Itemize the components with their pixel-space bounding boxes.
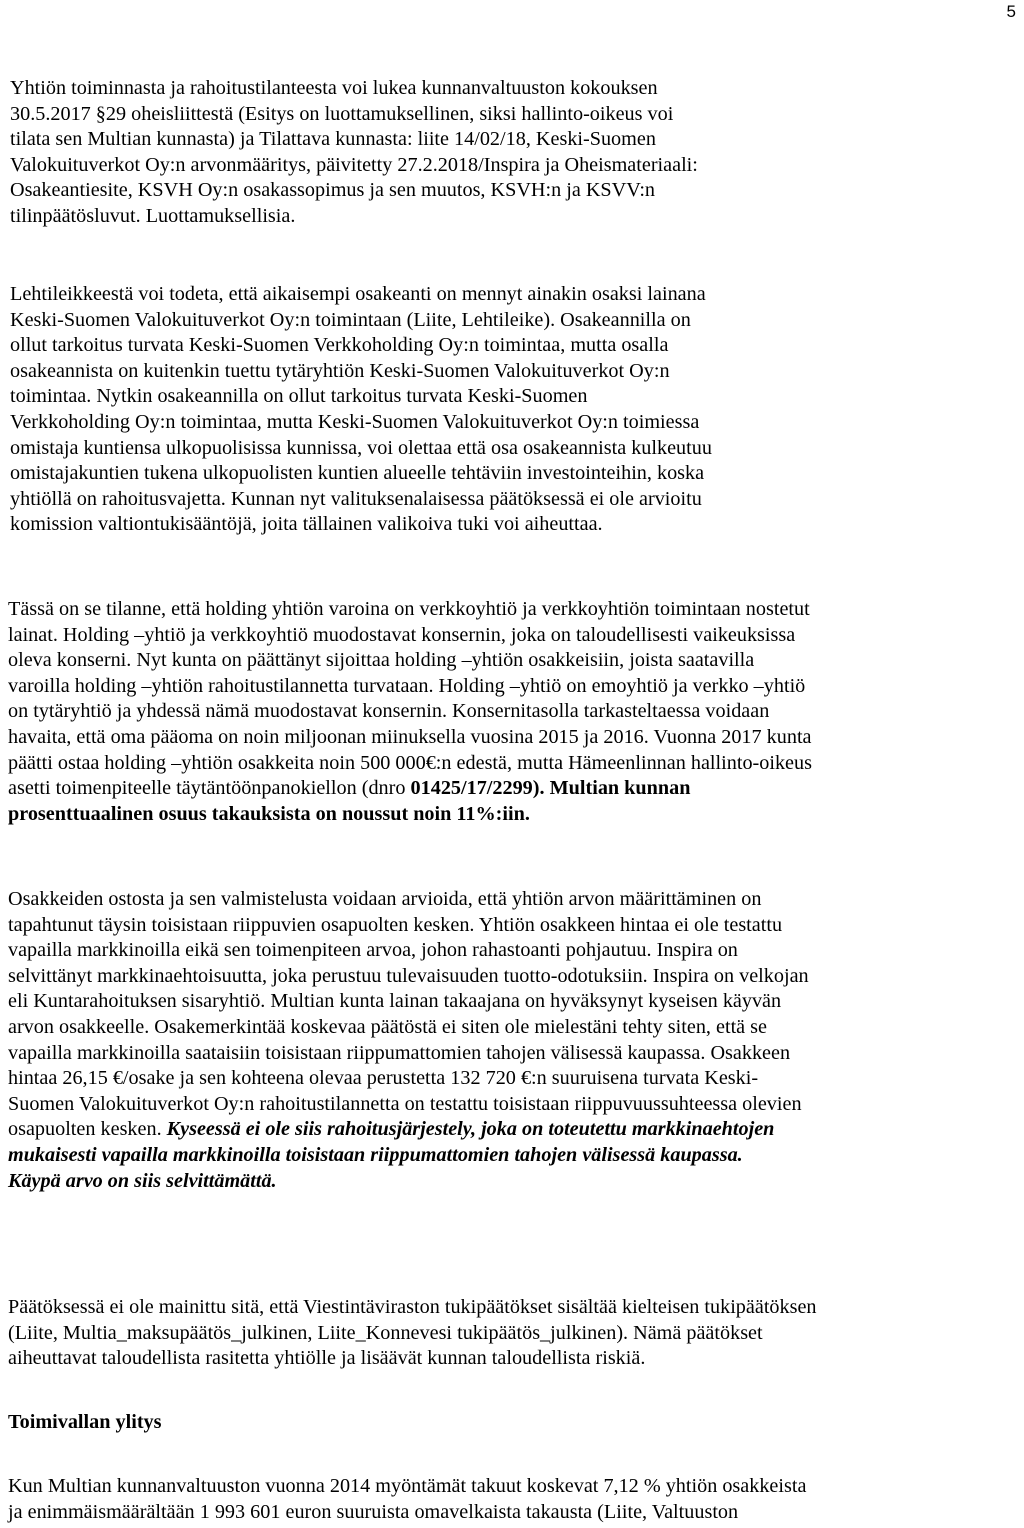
text-line: eli Kuntarahoituksen sisaryhtiö. Multian kunta lainan takaajana on hyväksynyt kyseisen käyvän [8,990,782,1013]
bold-italic-text: Kyseessä ei ole siis rahoitusjärjestely, joka on toteutettu markkinaehtojen [166,1118,775,1141]
text-line [8,1117,809,1143]
text-line: varoilla holding –yhtiön rahoitustilannetta turvataan. Holding –yhtiö on emoyhtiö ja verkko –yhtiö [8,674,806,697]
text-line: havaita, että oma pääoma on noin miljoonan miinuksella vuosina 2015 ja 2016. Vuonna 2017 kunta [8,725,812,748]
text-line: tilinpäätösluvut. Luottamuksellisia. [10,204,296,227]
text-line: tilata sen Multian kunnasta) ja Tilattava kunnasta: liite 14/02/18, Keski-Suomen [10,128,656,151]
text-line: Osakkeiden ostosta ja sen valmistelusta voidaan arvioida, että yhtiön arvon määrittäminen on [8,888,762,910]
text-line: Kun Multian kunnanvaltuuston vuonna 2014 myöntämät takuut koskevat 7,12 % yhtiön osakkeista [8,1475,807,1497]
text-line: Verkkoholding Oy:n toimintaa, mutta Keski-Suomen Valokuituverkot Oy:n toimiessa [10,410,700,433]
text-line: Osakeantiesite, KSVH Oy:n osakassopimus ja sen muutos, KSVH:n ja KSVV:n [10,179,656,202]
text-line: lainat. Holding –yhtiö ja verkkoyhtiö muodostavat konsernin, joka on taloudellisesti vaikeuksissa [8,623,796,646]
text-line: päätti ostaa holding –yhtiön osakkeita noin 500 000€:n edestä, mutta Hämeenlinnan hallinto-oikeus [8,751,812,774]
text-line: (Liite, Multia_maksupäätös_julkinen, Liite_Konnevesi tukipäätös_julkinen). Nämä päätökset [8,1321,763,1344]
text-line: vapailla markkinoilla saataisiin toisistaan riippumattomien tahojen välisessä kaupassa. Osakkeen [8,1041,791,1064]
bold-text-line: prosenttuaalinen osuus takauksista on noussut noin 11%:iin. [8,802,530,825]
text-line: osakeannista on kuitenkin tuettu tytäryhtiön Keski-Suomen Valokuituverkot Oy:n [10,359,670,382]
paragraph-authority-exceeded [8,1474,806,1525]
text-line: selvittänyt markkinaehtoisuutta, joka perustuu tulevaisuuden tuotto-odotuksiin. Inspira on velkojan [8,964,809,987]
text-line: hintaa 26,15 €/osake ja sen kohteena olevaa perustetta 132 720 €:n suuruisena turvata Keski- [8,1067,759,1090]
paragraph-share-valuation [8,887,809,1194]
paragraph-holding-situation [8,597,812,827]
text-line: aiheuttavat taloudellista rasitetta yhtiölle ja lisäävät kunnan taloudellista riskiä. [8,1347,646,1370]
text-line: komission valtiontukisääntöjä, joita tällainen valikoiva tuki voi aiheuttaa. [10,513,603,536]
text-fragment: osapuolten kesken. [8,1118,167,1141]
text-line: Lehtileikkeestä voi todeta, että aikaisempi osakeanti on mennyt ainakin osaksi lainana [10,283,706,305]
page-number: 5 [1006,2,1016,21]
text-line: omistajakuntien tukena ulkopuolisten kuntien alueelle tehtäviin investointeihin, koska [10,462,705,485]
text-line: toimintaa. Nytkin osakeannilla on ollut tarkoitus turvata Keski-Suomen [10,385,588,408]
text-line: Valokuituverkot Oy:n arvonmääritys, päivitetty 27.2.2018/Inspira ja Oheismateriaali: [10,153,698,176]
text-line: Päätöksessä ei ole mainittu sitä, että Viestintäviraston tukipäätökset sisältää kielteisen tukipäätöksen [8,1296,817,1318]
bold-italic-text-line: mukaisesti vapailla markkinoilla toisistaan riippumattomien tahojen välisessä kaupassa. [8,1143,743,1166]
text-line: 30.5.2017 §29 oheisliittestä (Esitys on luottamuksellinen, siksi hallinto-oikeus voi [10,102,674,125]
text-line: on tytäryhtiö ja yhdessä nämä muodostavat konsernin. Konsernitasolla tarkasteltaessa voidaan [8,700,770,723]
text-line: omistaja kuntiensa ulkopuolisissa kunnissa, voi olettaa että osa osakeannista kulkeutuu [10,436,712,459]
text-line: Keski-Suomen Valokuituverkot Oy:n toimintaan (Liite, Lehtileike). Osakeannilla on [10,308,691,331]
text-line [8,776,812,802]
text-line: tapahtunut täysin toisistaan riippuvien osapuolten kesken. Yhtiön osakkeen hintaa ei ole testattu [8,913,783,936]
paragraph-support-decisions [8,1295,817,1372]
text-line: Tässä on se tilanne, että holding yhtiön varoina on verkkoyhtiö ja verkkoyhtiön toimintaan nostetut [8,598,810,620]
paragraph-financial-situation [10,76,698,230]
text-line: arvon osakkeelle. Osakemerkintää koskevaa päätöstä ei siten ole mielestäni tehty siten, että se [8,1015,768,1038]
text-line: vapailla markkinoilla eikä sen toimenpiteen arvoa, johon rahastoanti pohjautuu. Inspira on [8,939,738,962]
section-heading: Toimivallan ylitys [8,1411,162,1433]
text-line: yhtiöllä on rahoitusvajetta. Kunnan nyt valituksenalaisessa päätöksessä ei ole arvioitu [10,487,702,510]
text-line: Suomen Valokuituverkot Oy:n rahoitustilannetta on testattu toisistaan riippuvuussuhteessa olevien [8,1092,802,1115]
text-line: ja enimmäismäärältään 1 993 601 euron suuruista omavelkaista takausta (Liite, Valtuuston [8,1500,739,1523]
text-line: ollut tarkoitus turvata Keski-Suomen Verkkoholding Oy:n toimintaa, mutta osalla [10,334,669,357]
bold-text: 01425/17/2299). Multian kunnan [410,777,691,800]
bold-italic-text-line: Käypä arvo on siis selvittämättä. [8,1169,277,1192]
text-line: oleva konserni. Nyt kunta on päättänyt sijoittaa holding –yhtiön osakkeisiin, joista saatavilla [8,649,755,672]
text-line: Yhtiön toiminnasta ja rahoitustilanteesta voi lukea kunnanvaltuuston kokouksen [10,77,658,99]
text-fragment: asetti toimenpiteelle täytäntöönpanokiellon (dnro [8,777,411,800]
paragraph-press-clipping [10,282,712,538]
